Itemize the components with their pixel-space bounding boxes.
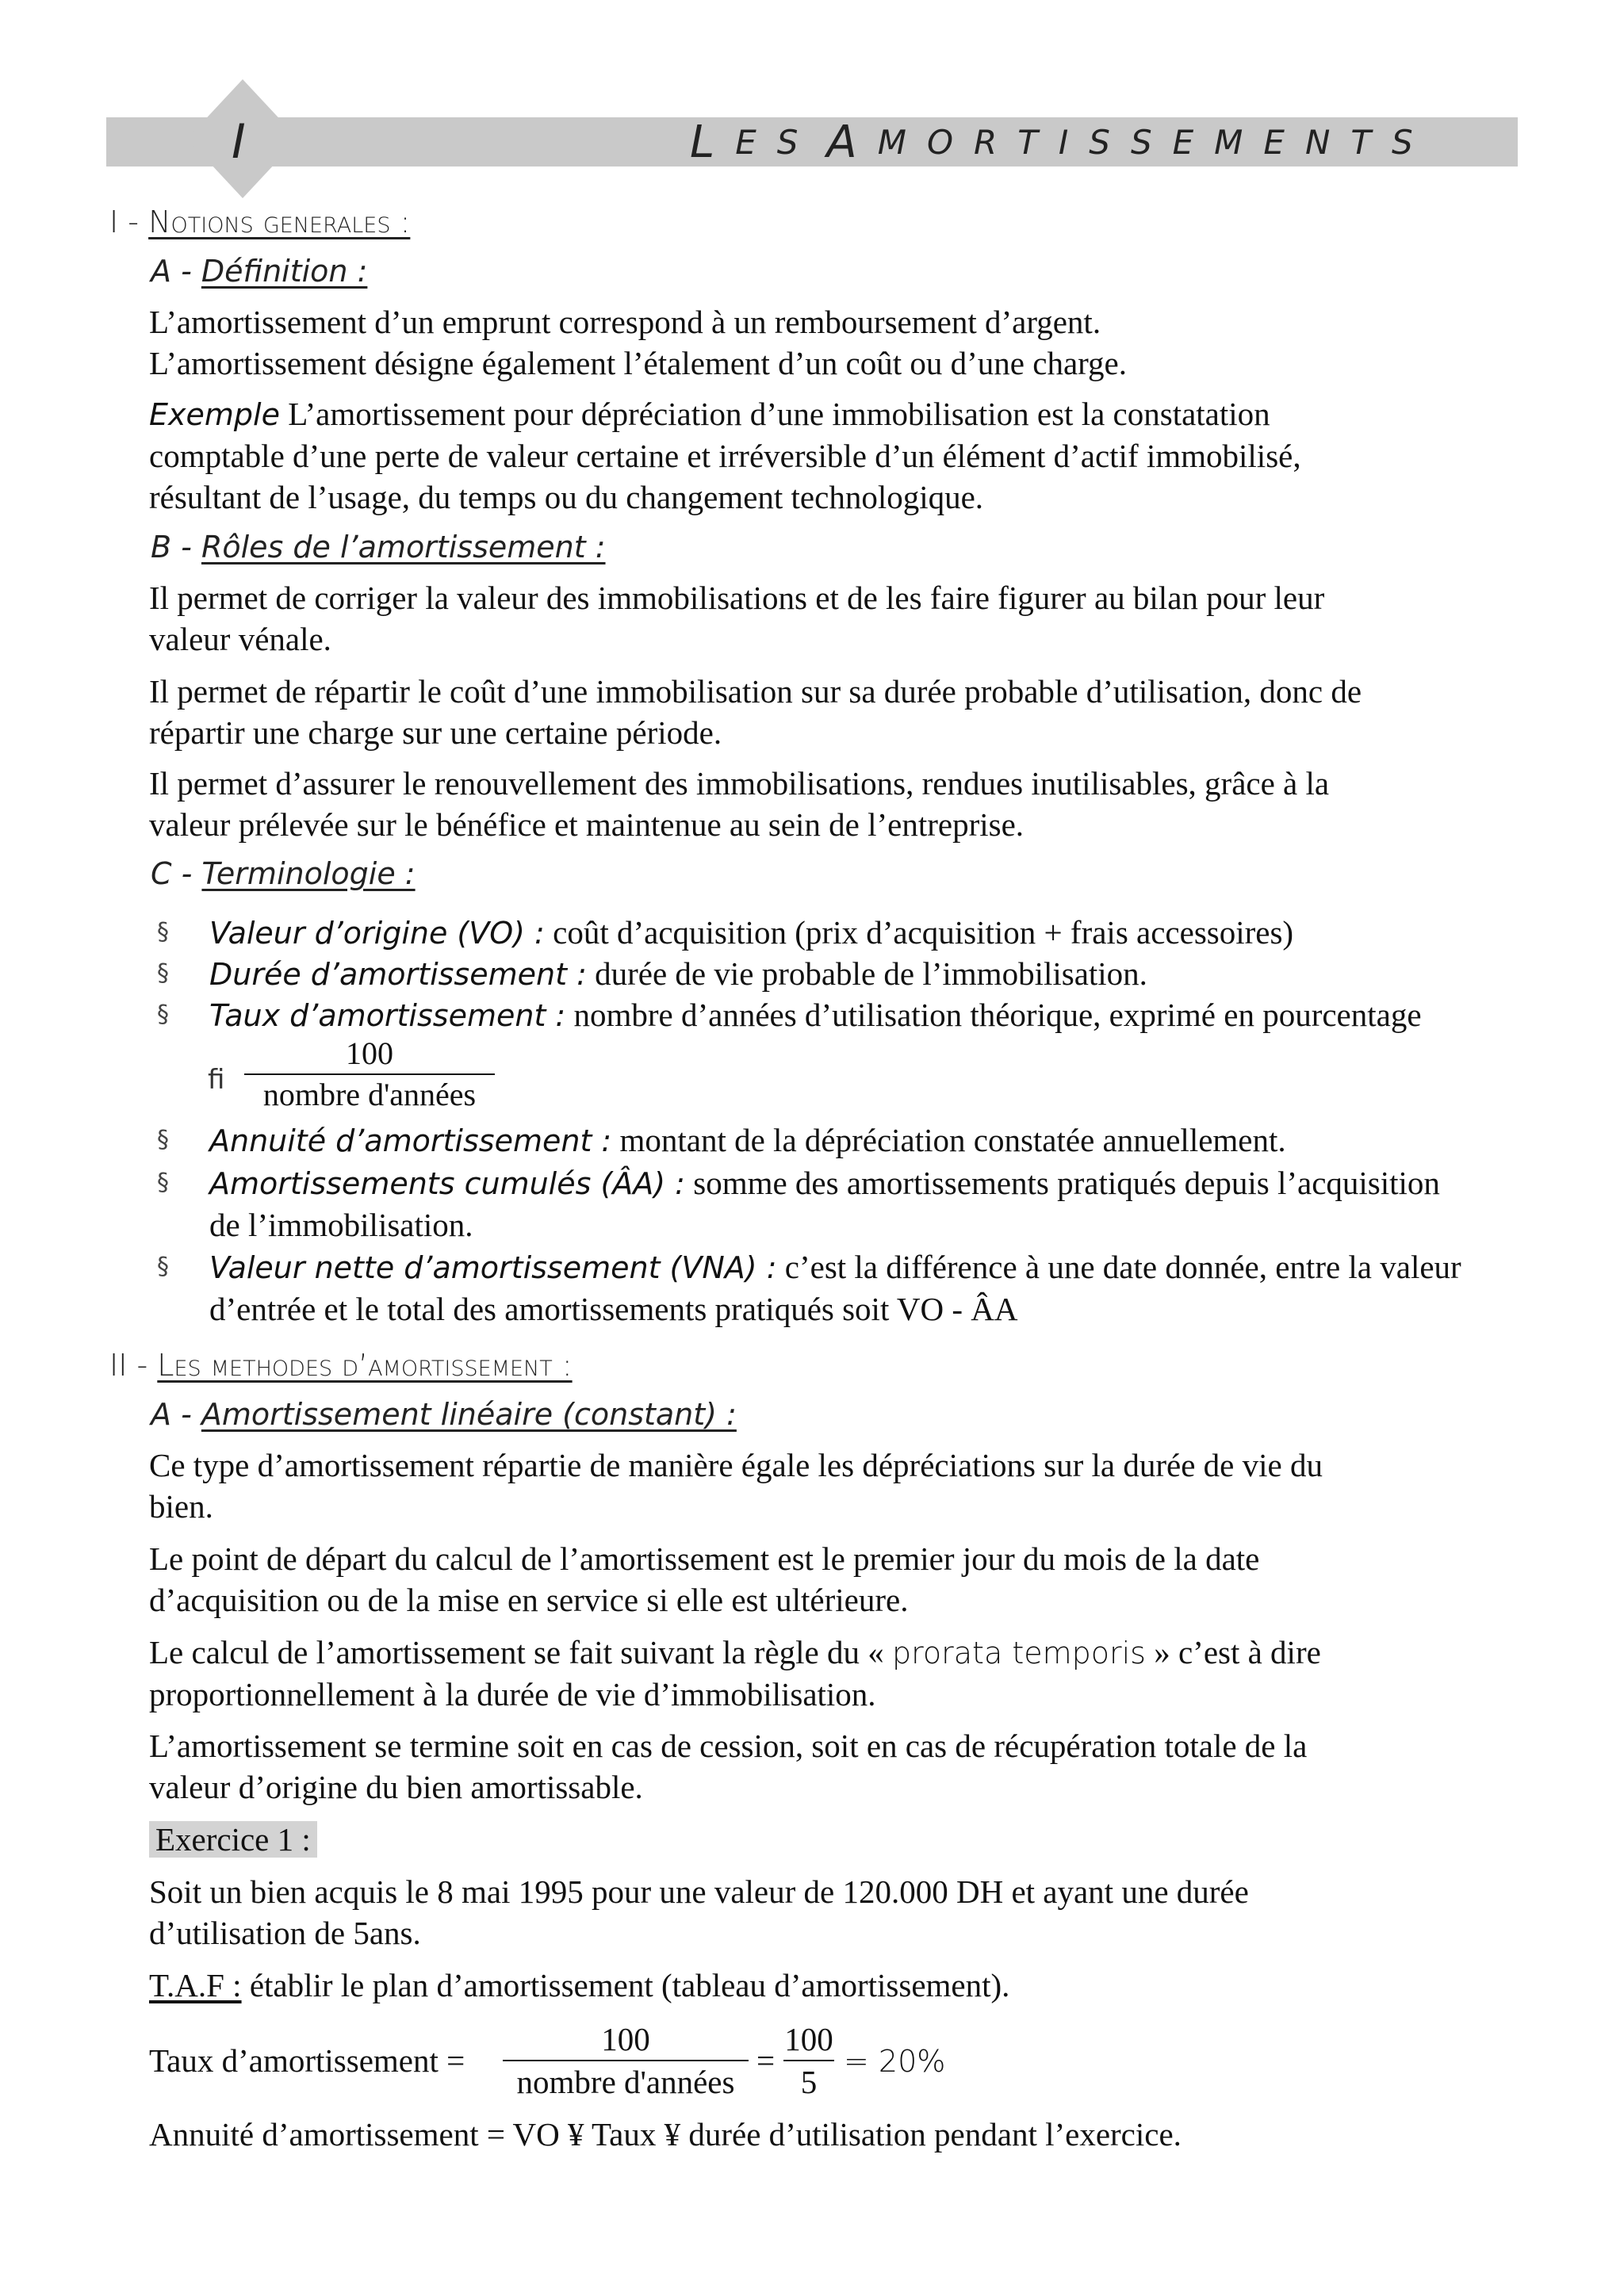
text-line: proportionnellement à la durée de vie d’immobilisation. bbox=[149, 1676, 876, 1712]
chapter-title bbox=[690, 117, 1507, 166]
result-text: = 20% bbox=[844, 2044, 946, 2079]
subsection-a-heading bbox=[151, 254, 367, 289]
text-line: L’amortissement désigne également l’étalement d’un coût ou d’une charge. bbox=[149, 345, 1128, 381]
definition: c’est la différence à une date donnée, entre la valeur bbox=[776, 1249, 1461, 1285]
section-title: Les methodes d’amortissement : bbox=[157, 1348, 573, 1383]
taf-line bbox=[149, 1965, 1513, 2006]
bullet-icon: § bbox=[157, 1126, 169, 1154]
terminology-item bbox=[157, 994, 1513, 1036]
terminology-item bbox=[157, 953, 1513, 995]
paragraph bbox=[149, 1538, 1513, 1621]
term: Valeur d’origine (VO) : bbox=[209, 916, 545, 951]
term: Annuité d’amortissement : bbox=[209, 1123, 612, 1158]
paragraph bbox=[149, 1632, 1513, 1715]
title-letter: E bbox=[735, 122, 777, 162]
rate-result bbox=[844, 2042, 945, 2080]
example-paragraph bbox=[149, 393, 1513, 518]
subsection-b-heading bbox=[151, 530, 606, 564]
subsection-label: A - bbox=[151, 254, 201, 289]
text-line: Il permet d’assurer le renouvellement des immobilisations, rendues inutilisables, grâce à la bbox=[149, 765, 1330, 802]
definition: somme des amortissements pratiqués depuis l’acquisition bbox=[684, 1165, 1440, 1201]
bullet-icon: § bbox=[157, 1253, 169, 1280]
terminology-item bbox=[157, 1119, 1513, 1161]
text-line: Il permet de corriger la valeur des immobilisations et de les faire figurer au bilan pour leur bbox=[149, 580, 1325, 616]
text-line: Soit un bien acquis le 8 mai 1995 pour une valeur de 120.000 DH et ayant une durée bbox=[149, 1873, 1249, 1910]
definition: montant de la dépréciation constatée annuellement. bbox=[611, 1122, 1286, 1158]
text-line: L’amortissement d’un emprunt correspond à un remboursement d’argent. bbox=[149, 304, 1101, 340]
paragraph bbox=[149, 763, 1513, 845]
term: Amortissements cumulés (ÂA) : bbox=[209, 1166, 685, 1201]
text-line: bien. bbox=[149, 1488, 213, 1525]
fraction-denominator: nombre d'années bbox=[262, 1077, 477, 1112]
text-line: valeur vénale. bbox=[149, 621, 331, 657]
definition-continued: de l’immobilisation. bbox=[209, 1207, 473, 1243]
title-letter: O bbox=[926, 122, 975, 162]
section-number: I - bbox=[109, 205, 149, 239]
text-line: valeur d’origine du bien amortissable. bbox=[149, 1769, 643, 1805]
text-line: Ce type d’amortissement répartie de manière égale les dépréciations sur la durée de vie du bbox=[149, 1447, 1323, 1483]
definition-continued: d’entrée et le total des amortissements pratiqués soit VO - ÂA bbox=[209, 1291, 1018, 1327]
terminology-item bbox=[157, 1246, 1513, 1330]
bullet-icon: § bbox=[157, 959, 169, 987]
subsection-label: C - bbox=[151, 856, 202, 891]
arrow-icon: ﬁ bbox=[208, 1064, 225, 1096]
paragraph bbox=[149, 1445, 1513, 1527]
item-text bbox=[209, 1119, 1513, 1161]
title-letter: S bbox=[1392, 122, 1434, 162]
item-text bbox=[209, 1246, 1513, 1288]
subsection-label: B - bbox=[151, 530, 201, 564]
item-text bbox=[209, 994, 1513, 1036]
rate-fraction-2 bbox=[783, 2019, 834, 2103]
item-text bbox=[209, 1162, 1513, 1204]
subsection-a-heading bbox=[151, 1397, 737, 1432]
definition: durée de vie probable de l’immobilisation. bbox=[586, 955, 1147, 992]
taf-label: T.A.F : bbox=[149, 1967, 242, 2003]
title-letter: L bbox=[690, 116, 736, 168]
item-text bbox=[209, 912, 1513, 954]
title-letter: N bbox=[1304, 122, 1351, 162]
equals-sign: = bbox=[756, 2042, 776, 2079]
subsection-title: Rôles de l’amortissement : bbox=[201, 530, 606, 564]
definition: coût d’acquisition (prix d’acquisition + frais accessoires) bbox=[544, 914, 1294, 951]
fraction-denominator: nombre d'années bbox=[516, 2064, 735, 2100]
term: Taux d’amortissement : bbox=[209, 998, 566, 1033]
subsection-title: Terminologie : bbox=[201, 856, 416, 891]
subsection-title: Définition : bbox=[201, 254, 368, 289]
fraction-numerator: 100 bbox=[244, 1034, 495, 1075]
term: Durée d’amortissement : bbox=[209, 957, 587, 992]
example-label: Exemple bbox=[149, 397, 280, 432]
text-span: L’amortissement pour dépréciation d’une immobilisation est la constatation bbox=[279, 396, 1270, 432]
title-letter: A bbox=[826, 116, 878, 168]
text-line: d’utilisation de 5ans. bbox=[149, 1915, 421, 1951]
taf-text: établir le plan d’amortissement (tableau d’amortissement). bbox=[241, 1967, 1010, 2003]
paragraph bbox=[149, 1725, 1513, 1808]
fraction-numerator: 100 bbox=[503, 2019, 749, 2061]
section-2-heading bbox=[109, 1348, 573, 1383]
title-letter: R bbox=[974, 122, 1018, 162]
section-number: II - bbox=[109, 1348, 158, 1383]
title-letter: E bbox=[1263, 122, 1305, 162]
section-1-heading bbox=[109, 205, 410, 239]
title-letter: I bbox=[1058, 122, 1090, 162]
text-line: résultant de l’usage, du temps ou du changement technologique. bbox=[149, 479, 984, 515]
terminology-item bbox=[157, 1162, 1513, 1246]
fraction-denominator: 5 bbox=[800, 2064, 818, 2100]
paragraph bbox=[149, 671, 1513, 753]
text-line: d’acquisition ou de la mise en service si elle est ultérieure. bbox=[149, 1582, 909, 1618]
text-line: valeur prélevée sur le bénéfice et maintenue au sein de l’entreprise. bbox=[149, 806, 1025, 843]
fraction-numerator: 100 bbox=[783, 2019, 834, 2061]
title-letter: S bbox=[1130, 122, 1173, 162]
text-line: L’amortissement se termine soit en cas de cession, soit en cas de récupération totale de la bbox=[149, 1728, 1308, 1764]
subsection-label: A - bbox=[151, 1397, 201, 1432]
bullet-icon: § bbox=[157, 918, 169, 946]
paragraph bbox=[149, 301, 1513, 384]
title-letter: T bbox=[1350, 122, 1392, 162]
title-letter: S bbox=[1089, 122, 1131, 162]
title-letter: M bbox=[1214, 122, 1264, 162]
chapter-numeral: I bbox=[232, 114, 246, 170]
exercise-heading bbox=[149, 1819, 1513, 1860]
title-letter: E bbox=[1172, 122, 1215, 162]
prorata-term: prorata temporis bbox=[891, 1636, 1146, 1670]
text-span: » c’est à dire bbox=[1145, 1634, 1321, 1670]
rate-fraction-1 bbox=[503, 2019, 749, 2103]
text-line bbox=[149, 393, 1513, 435]
section-title: Notions generales : bbox=[148, 205, 411, 239]
text-line: répartir une charge sur une certaine période. bbox=[149, 714, 722, 751]
bullet-icon: § bbox=[157, 1169, 169, 1196]
subsection-c-heading bbox=[151, 856, 416, 891]
title-letter: S bbox=[776, 122, 819, 162]
definition: nombre d’années d’utilisation théorique, exprimé en pourcentage bbox=[565, 997, 1422, 1033]
text-line: Le point de départ du calcul de l’amortissement est le premier jour du mois de la date bbox=[149, 1540, 1260, 1577]
terminology-item bbox=[157, 912, 1513, 954]
exercise-statement bbox=[149, 1871, 1513, 1954]
paragraph bbox=[149, 577, 1513, 660]
text-line: comptable d’une perte de valeur certaine et irréversible d’un élément d’actif immobilisé, bbox=[149, 438, 1301, 474]
rate-fraction bbox=[251, 1034, 488, 1115]
item-text bbox=[209, 953, 1513, 995]
text-line: Il permet de répartir le coût d’une immobilisation sur sa durée probable d’utilisation, donc de bbox=[149, 673, 1362, 710]
title-letter: M bbox=[877, 122, 927, 162]
title-letter: T bbox=[1017, 122, 1059, 162]
subsection-title: Amortissement linéaire (constant) : bbox=[201, 1397, 737, 1432]
rate-equation-label: Taux d’amortissement = bbox=[149, 2042, 465, 2079]
exercise-title: Exercice 1 : bbox=[149, 1821, 317, 1858]
text-line bbox=[149, 1632, 1513, 1674]
annuity-formula: Annuité d’amortissement = VO ¥ Taux ¥ durée d’utilisation pendant l’exercice. bbox=[149, 2116, 1182, 2152]
text-span: Le calcul de l’amortissement se fait suivant la règle du « bbox=[149, 1634, 892, 1670]
term: Valeur nette d’amortissement (VNA) : bbox=[209, 1250, 777, 1285]
bullet-icon: § bbox=[157, 1001, 169, 1028]
